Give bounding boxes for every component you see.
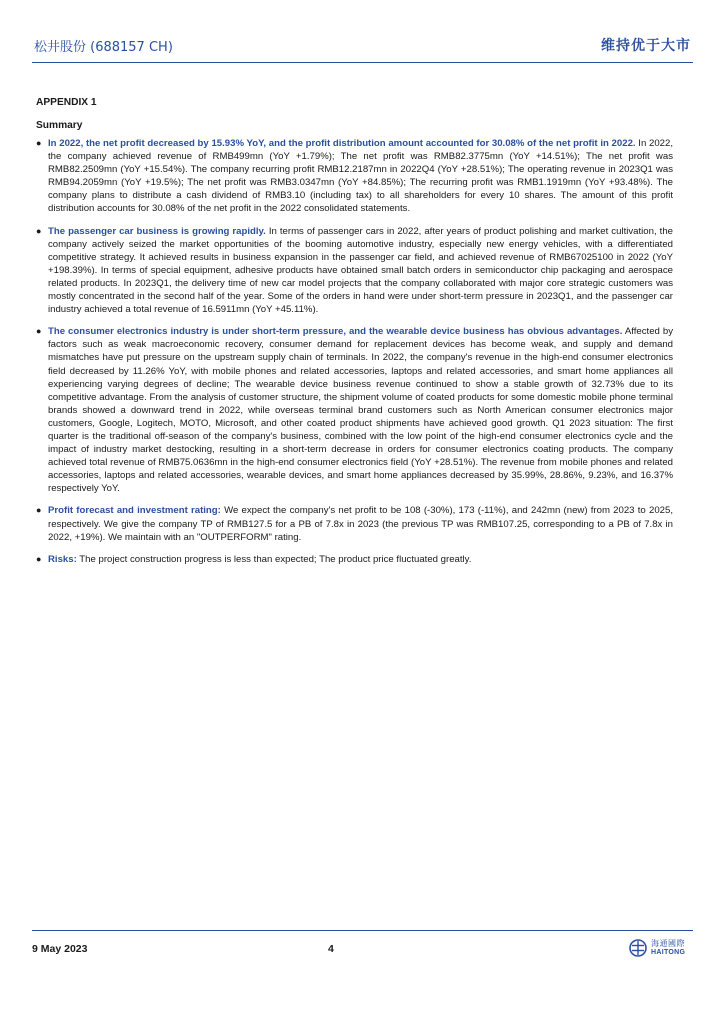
bullet-body: We expect the company's net profit to be 108 (-30%), 173 (-11%), and 242mn (new) from 2023 to 2025, respectively. We give the company TP of RMB127.5 for a PB of 7.8x in 2023 (the previous TP was RMB107.25, corresponding to a PB of 7.8x in 2022, +19%). We maintain with an "OUTPERFORM" rating. bbox=[48, 505, 673, 543]
page-number: 4 bbox=[328, 943, 334, 955]
bullet-body: Affected by factors such as weak macroeconomic recovery, consumer demand for replacement devices has become weak, and supply and demand mismatches have put pressure on the upstream supply chain of terminals. In 2022, the company's revenue in the high-end consumer electronics field decreased by 11.26% YoY, with mobile phones and related accessories, laptops and related accessories, and smart home appliances all experiencing varying degrees of decline; The wearable device business revenue continued to show a stable growth of 32.73% due to its competitive advantage. From the analysis of customer structure, the shipment volume of coated products for some domestic mobile phone terminal brands showed a downward trend in 2022, while overseas terminal brand customers such as North American consumer electronics major customers, Google, Logitech, MOTO, Microsoft, and other coated product shipments have achieved good growth. Q1 2023 situation: The first quarter is the traditional off-season of the company's business, combined with the low point of the high-end consumer electronics cycle and the impact of industry market destocking, resulting in a short-term decrease in orders for consumer electronics coating products. The company achieved total revenue of RMB75.0636mn in the high-end consumer electronics field (YoY +28.51%). The revenue from mobile phones and related accessories, laptops and related accessories, wearable devices, and smart home appliances decreased by 35.99%, 28.86%, 9.23%, and 16.37% respectively YoY. bbox=[48, 326, 673, 495]
bullet-dot-icon: ● bbox=[36, 326, 42, 337]
bullet-body: In 2022, the company achieved revenue of RMB499mn (YoY +1.79%); The net profit was RMB82.3775mn (YoY +14.51%); The net profit was RMB82.2509mn (YoY +15.54%). The company recurring profit RMB12.2187mn in 2022Q4 (YoY +28.51%); The operating revenue in 2023Q1 was RMB94.2059mn (YoY +19.5%); The net profit was RMB3.0347mn (YoY +84.85%); The recurring profit was RMB1.1919mn (YoY +93.48%). The company plans to distribute a cash dividend of RMB3.10 (including tax) to all shareholders for every 10 shares. The amount of this profit distribution accounts for 30.08% of the net profit in the 2022 consolidated statements. bbox=[48, 138, 674, 215]
page-footer bbox=[32, 930, 693, 967]
bullet-dot-icon: ● bbox=[36, 553, 42, 564]
bullet-headline: Risks: bbox=[48, 553, 77, 565]
bullet-body: In terms of passenger cars in 2022, after years of product polishing and market cultivation, the company actively seized the market opportunities of the booming automotive industry, especially new energy vehicles, with a differentiated competitive strategy. It achieved results in business expansion in the passenger car field, and achieved revenue of RMB67025100 in 2022 (YoY +198.39%). In terms of special equipment, adhesive products have obtained small batch orders in semiconductor chip packaging and aerospace related products. In 2023Q1, the delivery time of new car model projects that the company collaborated with major core strategic customers was mostly concentrated in the second half of the year. Some of the orders in hand were under short-term pressure in 2023Q1, and the passenger car industry achieved a total revenue of 16.5911mn (YoY +45.11%). bbox=[48, 225, 673, 316]
summary-bullet-list bbox=[36, 137, 673, 566]
bullet-body: The project construction progress is less than expected; The product price fluctuated greatly. bbox=[76, 553, 472, 565]
report-date: 9 May 2023 bbox=[32, 943, 88, 955]
logo-english-name: HAITONG bbox=[651, 949, 686, 956]
logo-chinese-name: 海通國際 bbox=[651, 939, 685, 948]
bullet-headline: The passenger car business is growing rapidly. bbox=[48, 225, 266, 237]
summary-title: Summary bbox=[36, 120, 83, 131]
bullet-consumer-electronics bbox=[36, 325, 673, 495]
bullet-net-profit bbox=[36, 137, 673, 216]
bullet-dot-icon: ● bbox=[36, 225, 42, 236]
appendix-title: APPENDIX 1 bbox=[36, 97, 97, 108]
bullet-dot-icon: ● bbox=[36, 505, 42, 516]
page-header bbox=[32, 32, 693, 63]
bullet-headline: In 2022, the net profit decreased by 15.93% YoY, and the profit distribution amount accounted for 30.08% of the net profit in 2022. bbox=[48, 138, 636, 149]
bullet-headline: Profit forecast and investment rating: bbox=[48, 505, 221, 517]
bullet-headline: The consumer electronics industry is under short-term pressure, and the wearable device business has obvious advantages. bbox=[48, 326, 623, 338]
bullet-passenger-car bbox=[36, 225, 673, 317]
haitong-logo bbox=[629, 938, 689, 960]
haitong-emblem-icon bbox=[629, 939, 647, 957]
report-body bbox=[36, 97, 673, 575]
bullet-risks bbox=[36, 553, 673, 566]
company-ticker: 松井股份 (688157 CH) bbox=[34, 40, 173, 55]
bullet-profit-forecast bbox=[36, 504, 673, 543]
bullet-dot-icon: ● bbox=[36, 138, 42, 148]
rating-slogan: 维持优于大市 bbox=[601, 38, 691, 54]
